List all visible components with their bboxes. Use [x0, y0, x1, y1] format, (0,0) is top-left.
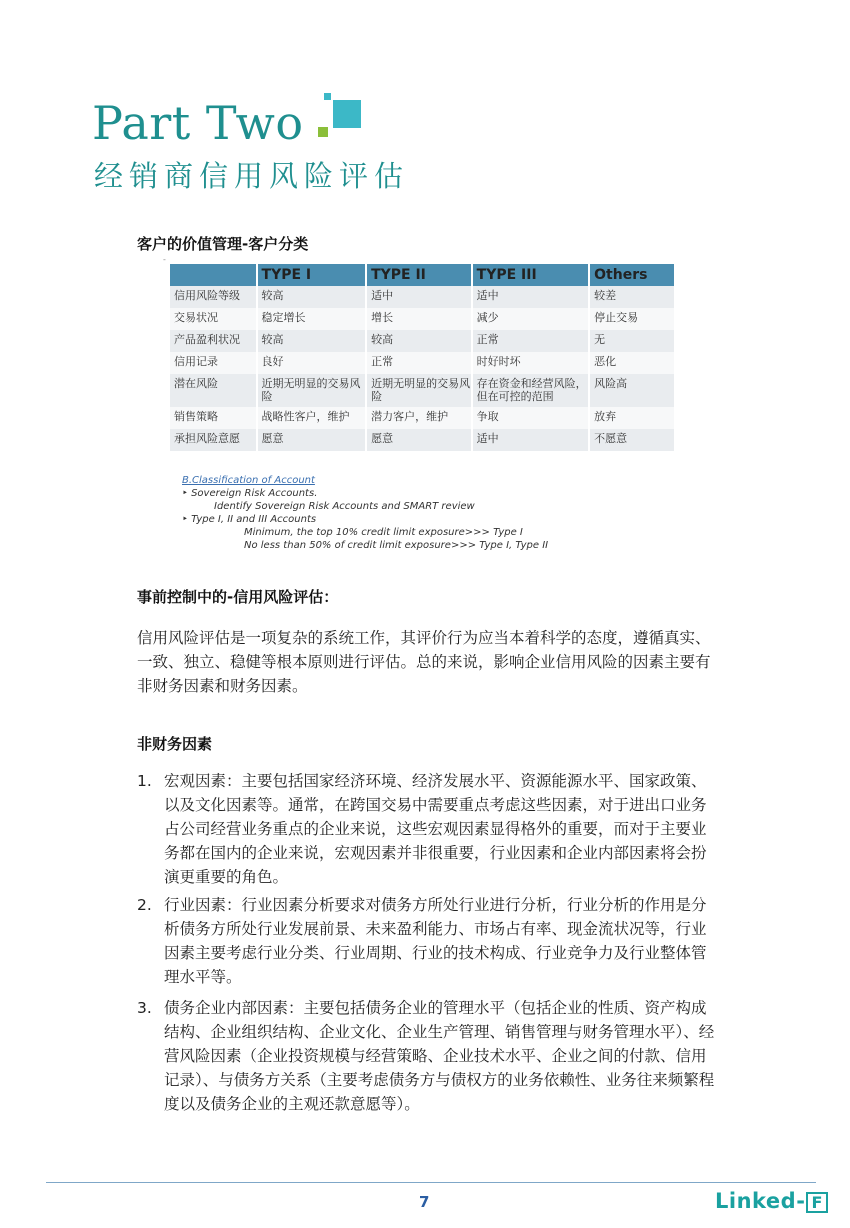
table-cell: 战略性客户，维护: [257, 407, 367, 429]
table-row: [170, 352, 675, 374]
table-cell: 信用风险等级: [170, 286, 257, 308]
table-cell: 恶化: [589, 352, 675, 374]
table-cell: 减少: [472, 308, 590, 330]
table-cell: 承担风险意愿: [170, 429, 257, 451]
table-cell: 停止交易: [589, 308, 675, 330]
table-row: [170, 374, 675, 407]
table-header-row: [170, 264, 675, 286]
table-cell: 无: [589, 330, 675, 352]
table-row: [170, 429, 675, 451]
table-cell: 愿意: [257, 429, 367, 451]
table-cell: 稳定增长: [257, 308, 367, 330]
table-cell: 销售策略: [170, 407, 257, 429]
table-cell: 争取: [472, 407, 590, 429]
table-cell: 潜力客户，维护: [366, 407, 472, 429]
list-item-number: 1.: [137, 772, 152, 790]
notes-line: ‣ Sovereign Risk Accounts.: [182, 488, 318, 499]
table-cell: 适中: [366, 286, 472, 308]
decor-square-small: [324, 93, 331, 100]
decor-square-green: [318, 127, 328, 137]
table-cell: 较高: [257, 286, 367, 308]
table-cell: 产品盈利状况: [170, 330, 257, 352]
section-heading-non-financial-factors: 非财务因素: [137, 735, 213, 753]
table-row: [170, 286, 675, 308]
table-cell: 近期无明显的交易风险: [257, 374, 367, 407]
logo-text: Linked-: [715, 1189, 806, 1213]
brand-logo: [715, 1189, 828, 1213]
table-cell: 潜在风险: [170, 374, 257, 407]
section-heading-customer-classification: 客户的价值管理-客户分类: [137, 235, 309, 253]
table-header-cell: [170, 264, 257, 286]
list-item-text: 宏观因素：主要包括国家经济环境、经济发展水平、资源能源水平、国家政策、以及文化因素等。通常，在跨国交易中需要重点考虑这些因素，对于进出口业务占公司经营业务重点的企业来说，这些宏观因素显得格外的重要，而对于主要业务都在国内的企业来说，宏观因素并非很重要，行业因素和企业内部因素将会扮演更重要的角色。: [164, 772, 707, 886]
table-cell: 正常: [472, 330, 590, 352]
table-cell: 良好: [257, 352, 367, 374]
table-cell: 风险高: [589, 374, 675, 407]
chapter-subtitle: 经销商信用风险评估: [94, 159, 410, 193]
table-row: [170, 330, 675, 352]
image-mark: -: [163, 255, 166, 264]
table-cell: 增长: [366, 308, 472, 330]
table-cell: 较高: [257, 330, 367, 352]
notes-line: Minimum, the top 10% credit limit exposure>>> Type I: [244, 527, 523, 538]
table-cell: 交易状况: [170, 308, 257, 330]
table-cell: 较差: [589, 286, 675, 308]
part-title: Part Two: [92, 96, 304, 150]
classification-notes: [182, 474, 548, 552]
table-row: [170, 407, 675, 429]
list-item: [137, 769, 719, 889]
table-cell: 适中: [472, 429, 590, 451]
table-cell: 适中: [472, 286, 590, 308]
list-item-number: 2.: [137, 896, 152, 914]
table-cell: 愿意: [366, 429, 472, 451]
list-item-number: 3.: [137, 999, 152, 1017]
notes-line: Identify Sovereign Risk Accounts and SMART review: [214, 501, 475, 512]
intro-paragraph: 信用风险评估是一项复杂的系统工作，其评价行为应当本着科学的态度，遵循真实、一致、独立、稳健等根本原则进行评估。总的来说，影响企业信用风险的因素主要有非财务因素和财务因素。: [137, 629, 711, 695]
classification-table: [170, 264, 676, 451]
decor-square-large: [333, 100, 361, 128]
table-header-cell: TYPE II: [366, 264, 472, 286]
table-cell: 放弃: [589, 407, 675, 429]
table-cell: 信用记录: [170, 352, 257, 374]
notes-title: B.Classification of Account: [182, 475, 315, 486]
table-cell: 近期无明显的交易风险: [366, 374, 472, 407]
page-number: 7: [419, 1193, 430, 1211]
table-header-cell: TYPE I: [257, 264, 367, 286]
table-cell: 较高: [366, 330, 472, 352]
section-heading-credit-risk-assessment: 事前控制中的-信用风险评估：: [137, 588, 339, 606]
list-item: [137, 996, 719, 1116]
footer-divider: [46, 1182, 816, 1183]
list-item-text: 债务企业内部因素：主要包括债务企业的管理水平（包括企业的性质、资产构成结构、企业组织结构、企业文化、企业生产管理、销售管理与财务管理水平）、经营风险因素（企业投资规模与经营策略、企业技术水平、企业之间的付款、信用记录）、与债务方关系（主要考虑债务方与债权方的业务依赖性、业务往来频繁程度以及债务企业的主观还款意愿等）。: [164, 999, 715, 1113]
table-row: [170, 308, 675, 330]
notes-line: ‣ Type I, II and III Accounts: [182, 514, 317, 525]
logo-box-letter: F: [806, 1192, 827, 1213]
table-header-cell: Others: [589, 264, 675, 286]
list-item-text: 行业因素：行业因素分析要求对债务方所处行业进行分析，行业分析的作用是分析债务方所处行业发展前景、未来盈利能力、市场占有率、现金流状况等，行业因素主要考虑行业分类、行业周期、行业的技术构成、行业竞争力及行业整体管理水平等。: [164, 896, 707, 986]
list-item: [137, 893, 719, 989]
table-cell: 正常: [366, 352, 472, 374]
notes-line: No less than 50% of credit limit exposure>>> Type I, Type II: [244, 540, 549, 551]
table-cell: 存在资金和经营风险，但在可控的范围: [472, 374, 590, 407]
table-cell: 不愿意: [589, 429, 675, 451]
table-header-cell: TYPE III: [472, 264, 590, 286]
table-cell: 时好时坏: [472, 352, 590, 374]
